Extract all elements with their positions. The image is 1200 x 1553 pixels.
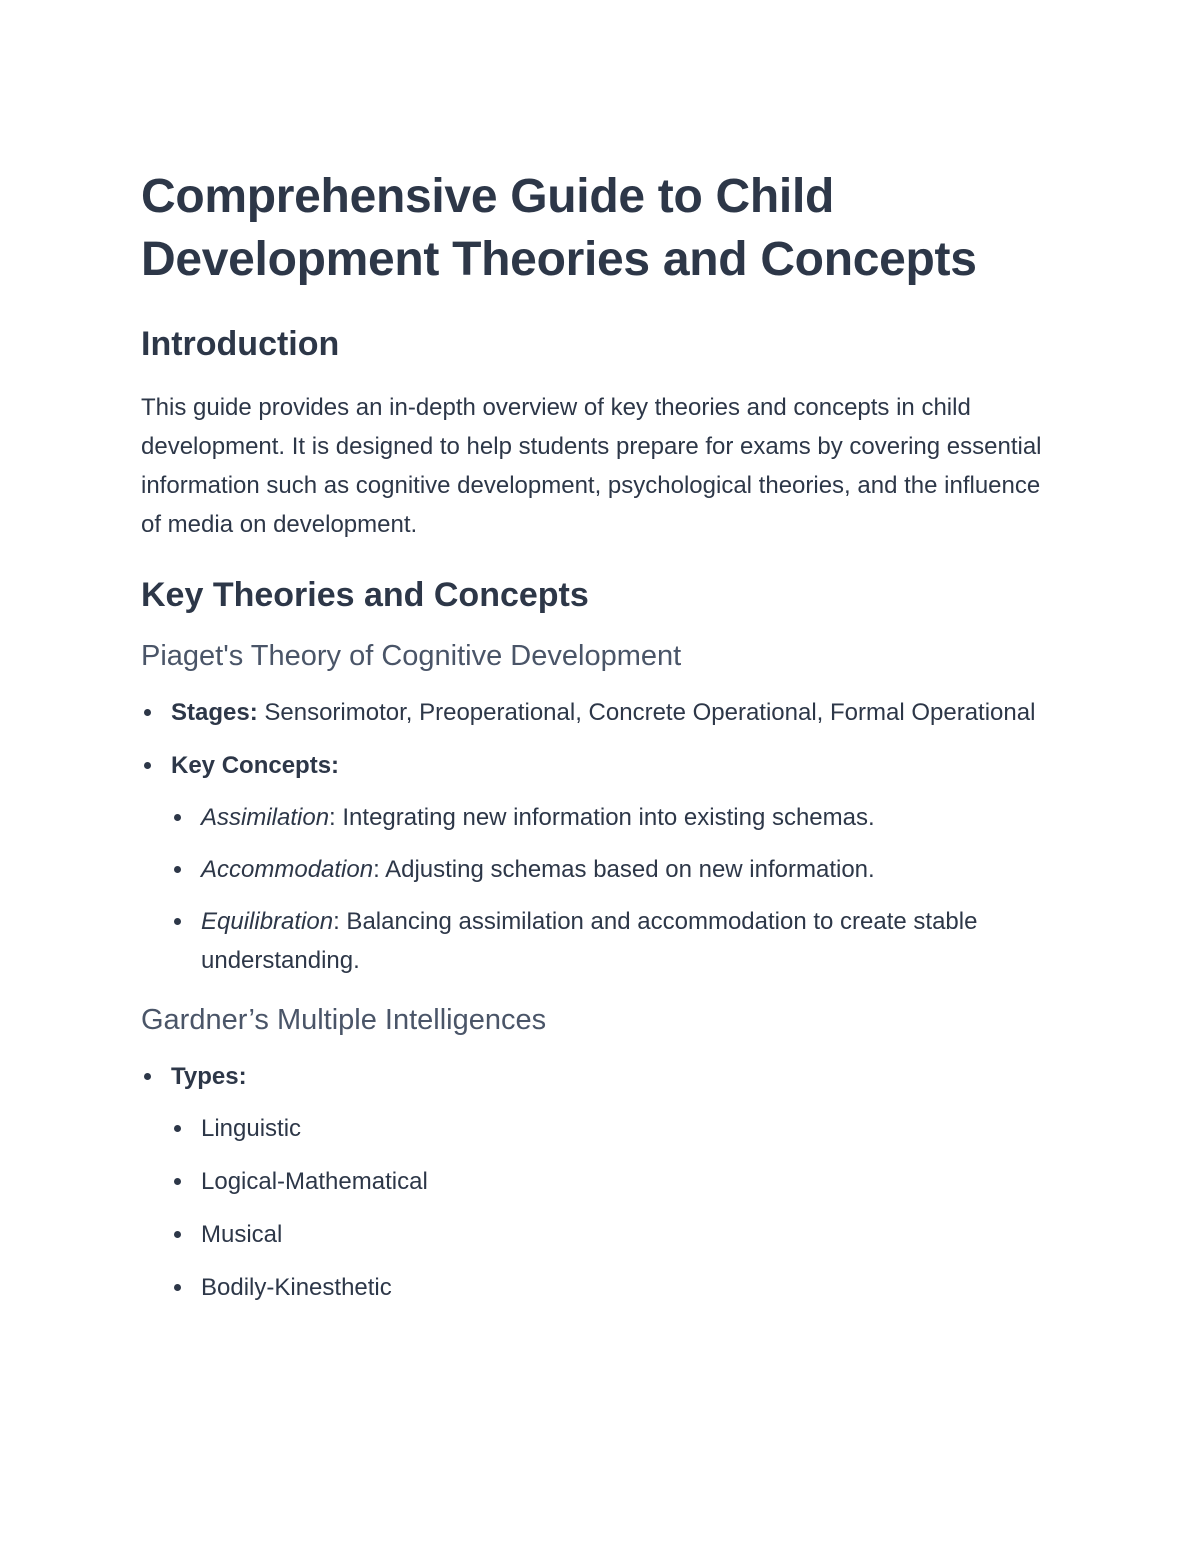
list-item-equilibration [171,902,1061,980]
bullet-icon [174,918,181,925]
bullet-icon [144,762,151,769]
piaget-list [141,693,1061,980]
document-page [141,165,1061,1321]
list-item-accommodation [171,850,1061,889]
bullet-icon [174,866,181,873]
stages-label: Stages: [171,699,258,726]
bullet-icon [174,1125,181,1132]
intelligence-type: Logical-Mathematical [201,1168,428,1195]
document-title: Comprehensive Guide to Child Development Theories and Concepts [141,170,977,286]
stages-text: Sensorimotor, Preoperational, Concrete Operational, Formal Operational [257,699,1036,726]
concept-description: : Adjusting schemas based on new information. [373,856,875,883]
list-item-key-concepts [141,746,1061,980]
gardner-list [141,1057,1061,1307]
concept-term: Assimilation [201,804,330,831]
bullet-icon [144,709,151,716]
key-concepts-list [171,798,1061,980]
intelligence-type: Linguistic [201,1115,302,1142]
list-item [171,1215,1061,1254]
concept-description: : Integrating new information into existing schemas. [329,804,875,831]
key-theories-heading: Key Theories and Concepts [141,576,589,614]
intelligence-type: Musical [201,1221,283,1248]
piaget-heading: Piaget's Theory of Cognitive Development [141,640,682,672]
concept-term: Accommodation [201,856,374,883]
list-item-assimilation [171,798,1061,837]
bullet-icon [174,814,181,821]
list-item-stages [141,693,1061,732]
bullet-icon [144,1073,151,1080]
concept-description: : Balancing assimilation and accommodation to create stable understanding. [201,908,978,974]
intelligence-type: Bodily-Kinesthetic [201,1274,392,1301]
list-item [171,1109,1061,1148]
types-label: Types: [171,1063,247,1090]
bullet-icon [174,1284,181,1291]
list-item-types [141,1057,1061,1307]
introduction-paragraph: This guide provides an in-depth overview of key theories and concepts in child development. It is designed to help students prepare for exams by covering essential information such as cognitive development, psychological theories, and the influence of media on development. [141,394,1042,538]
key-concepts-label: Key Concepts: [171,752,340,779]
introduction-heading: Introduction [141,325,340,363]
intelligence-types-list [171,1109,1061,1307]
gardner-heading: Gardner’s Multiple Intelligences [141,1004,547,1036]
list-item [171,1268,1061,1307]
list-item [171,1162,1061,1201]
concept-term: Equilibration [201,908,334,935]
bullet-icon [174,1178,181,1185]
bullet-icon [174,1231,181,1238]
